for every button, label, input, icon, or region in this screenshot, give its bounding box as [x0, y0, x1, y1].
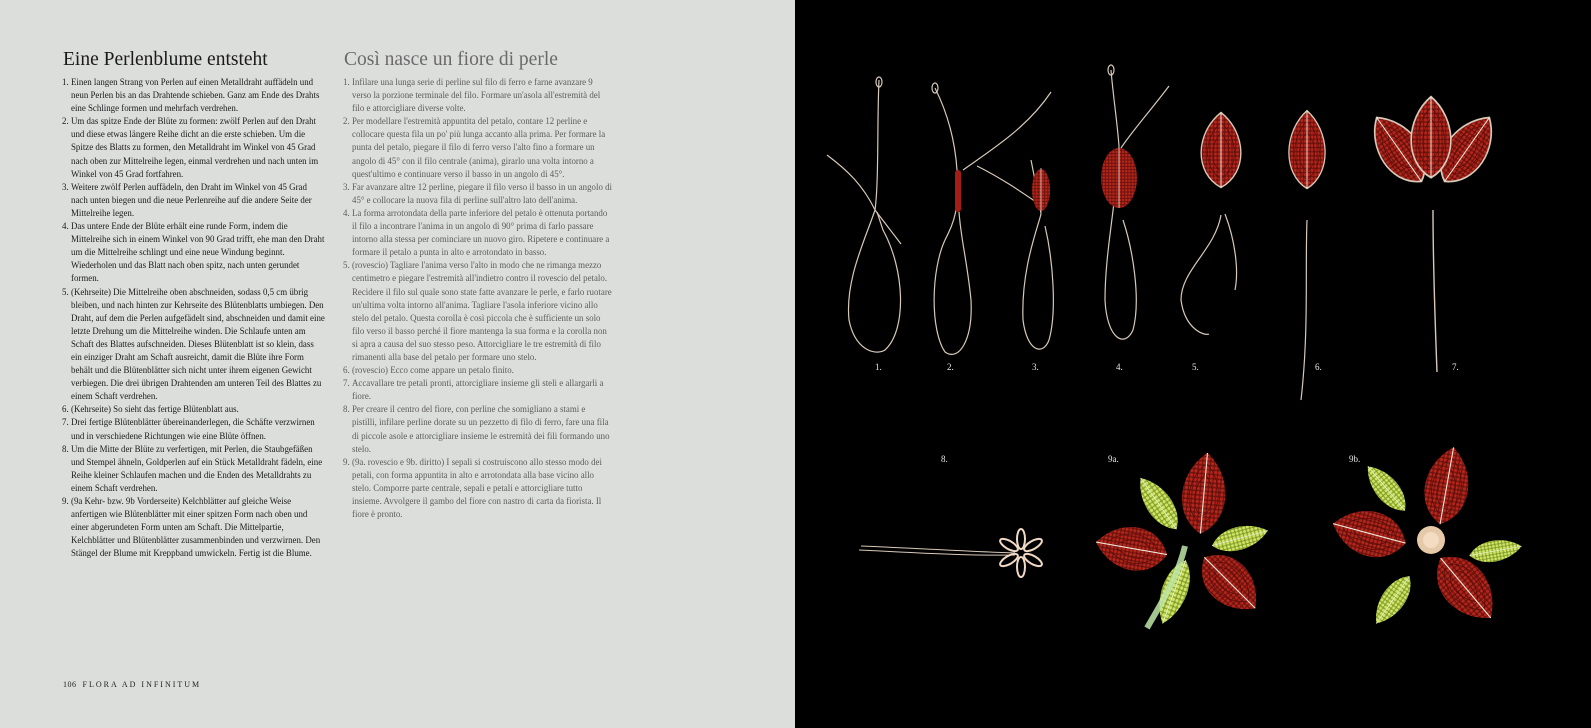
italian-title: Così nasce un fiore di perle: [344, 49, 558, 70]
photo-label-8: 8.: [941, 454, 948, 464]
photo-step-7: [1360, 97, 1505, 372]
right-page-photos: [795, 0, 1591, 728]
italian-step: 1. Infilare una lunga serie di perline sul filo di ferro e farne avanzare 9 verso la porzione terminale del filo. Formare un'asola all'estremità del filo e attorcigliare diverse volte.: [343, 77, 601, 114]
italian-step: 3. Far avanzare altre 12 perline, piegare il filo verso il basso in un angolo di 45° e collocare la nuova fila di perline sull'altro lato dell'anima.: [343, 181, 613, 205]
italian-step: 7. Accavallare tre petali pronti, attorcigliare insieme gli steli e allargarli a fiore.: [343, 378, 604, 402]
photo-step-2: [932, 83, 1051, 354]
page-footer: [63, 680, 201, 689]
book-title: FLORA AD INFINITUM: [82, 680, 202, 689]
german-step: 3. Weitere zwölf Perlen auffädeln, den Draht im Winkel von 45 Grad nach unten biegen und die neue Perlenreihe auf die andere Seite der Mittelreihe legen.: [62, 181, 312, 218]
italian-step: 9. (9a. rovescio e 9b. diritto) I sepali si costruiscono allo stesso modo dei petali, con forma appuntita in alto e arrotondata alla base vicino allo stelo. Comporre parte centrale, sepali e petali e attorcigliare tutto insieme. Avvolgere il gambo del fiore con nastro di carta da fiorista. Il fiore è pronto.: [343, 456, 602, 520]
photo-label-1: 1.: [875, 362, 882, 372]
photo-step-6: [1289, 111, 1325, 400]
italian-steps: [344, 76, 612, 521]
photo-label-2: 2.: [947, 362, 954, 372]
german-step: 7. Drei fertige Blütenblätter übereinanderlegen, die Schäfte verzwirnen und in verschiedene Richtungen wie eine Blüte öffnen.: [62, 417, 315, 441]
photo-step-5: [1181, 113, 1241, 335]
italian-step: 4. La forma arrotondata della parte inferiore del petalo è ottenuta portando il filo a incontrare l'anima in un angolo di 90° prima di farlo passare intorno alla stessa per cominciare un nuovo giro. Ripetere e continuare a formare il petalo a punta in alto e arrotondato in basso.: [343, 207, 610, 258]
german-step: 4. Das untere Ende der Blüte erhält eine runde Form, indem die Mittelreihe sich in einem Winkel von 90 Grad trifft, ehe man den Draht um die Mittelreihe schlingt und eine neue Windung beginnt. Wiederholen und das Blatt nach oben spitz, nach unten gerundet formen.: [62, 221, 325, 284]
photo-label-6: 6.: [1315, 362, 1322, 372]
photo-step-3: [977, 160, 1053, 349]
german-step: 5. (Kehrseite) Die Mittelreihe oben abschneiden, sodass 0,5 cm übrig bleiben, und nach hinten zur Kehrseite des Blütenblatts umbiegen. Den Draht, auf dem die Perlen aufgefädelt sind, abschneiden und damit eine letzte Drehung um die Mittelreihe winden. Die Schlaufe unten am Schaft des Blattes aufschneiden. Dieses Blütenblatt ist so klein, dass ein einziger Draht am Schaft ausreicht, damit die Blüte ihre Form behält und die Blütenblätter sich nicht unter ihrem eigenen Gewicht verbiegen. Die drei übrigen Drahtenden am unteren Teil des Blattes zu einem Schaft verdrehen.: [62, 286, 325, 402]
german-step: 1. Einen langen Strang von Perlen auf einen Metalldraht auffädeln und neun Perlen bis an das Drahtende schieben. Ganz am Ende des Drahts eine Schlinge formen und mehrfach verdrehen.: [62, 77, 320, 114]
photo-step-9a: [1092, 451, 1270, 628]
italian-step: 2. Per modellare l'estremità appuntita del petalo, contare 12 perline e collocare questa fila un po' più lunga accanto alla prima. Per formare la punta del petalo, piegare il filo di ferro verso l'alto fino a formare un angolo di 45° con il filo centrale (anima), girarlo una volta intorno a quest'ultimo e continuare verso il basso in un angolo di 45°.: [343, 116, 606, 179]
german-steps: [63, 76, 325, 560]
italian-step: 5. (rovescio) Tagliare l'anima verso l'alto in modo che ne rimanga mezzo centimetro e piegare l'estremità all'indietro contro il rovescio del petalo. Recidere il filo sul quale sono state fatte avanzare le perle, e farlo ruotare un'ultima volta intorno all'anima. Tagliare l'asola inferiore vicino allo stelo del petalo. Questa corolla è così piccola che è sufficiente un solo filo verso il basso perché il fiore mantenga la sua forma e la corolla non si apra a causa del suo stesso peso. Attorcigliare le tre estremità di filo rimanenti alla base del petalo per formare uno stelo.: [343, 260, 612, 362]
page-number: 106: [63, 680, 77, 689]
italian-column: [344, 48, 612, 521]
photo-label-7: 7.: [1452, 362, 1459, 372]
italian-step: 8. Per creare il centro del fiore, con perline che somigliano a stami e pistilli, infilare perline dorate su un pezzetto di filo di ferro, fare una fila di piccole asole e attorcigliare insieme le estremità dei fili formando uno stelo.: [343, 404, 610, 454]
german-column: [63, 48, 325, 560]
german-step: 8. Um die Mitte der Blüte zu verfertigen, mit Perlen, die Staubgefäßen und Stempel ähneln, Goldperlen auf ein Stück Metalldraht fädeln, eine Reihe kleiner Schlaufen machen und die Enden des Metalldrahts zu einem Schaft verdrehen.: [62, 443, 323, 493]
photo-step-4: [1101, 65, 1169, 339]
german-title: Eine Perlenblume entsteht: [63, 49, 268, 70]
german-step: 6. (Kehrseite) So sieht das fertige Blütenblatt aus.: [62, 404, 239, 415]
german-step: 2. Um das spitze Ende der Blüte zu formen: zwölf Perlen auf den Draht und diese etwas längere Reihe dicht an die erste schieben. Um die Spitze des Blatts zu formen, den Metalldraht im Winkel von 45 Grad nach oben zur Mittelreihe legen, einmal verdrehen und nach unten im Winkel von 45 Grad fortfahren.: [62, 116, 319, 179]
photo-step-9b: [1327, 444, 1523, 633]
photo-step-1: [827, 77, 901, 352]
german-step: 9. (9a Kehr- bzw. 9b Vorderseite) Kelchblätter auf gleiche Weise anfertigen wie Blütenblätter mit einer spitzen Form nach oben und einer abgerundeten Form unten am Schaft. Die Mittelpartie, Kelchblätter und Blütenblätter zusammenbinden und verzwirnen. Den Stängel der Blume mit Kreppband umwickeln. Fertig ist die Blume.: [62, 496, 321, 559]
italian-step: 6. (rovescio) Ecco come appare un petalo finito.: [343, 365, 514, 376]
photo-label-9b: 9b.: [1349, 454, 1361, 464]
photo-label-4: 4.: [1116, 362, 1123, 372]
photo-label-5: 5.: [1192, 362, 1199, 372]
left-page: [0, 0, 795, 728]
photo-label-3: 3.: [1032, 362, 1039, 372]
photo-label-9a: 9a.: [1108, 454, 1119, 464]
photo-step-8: [859, 529, 1044, 577]
